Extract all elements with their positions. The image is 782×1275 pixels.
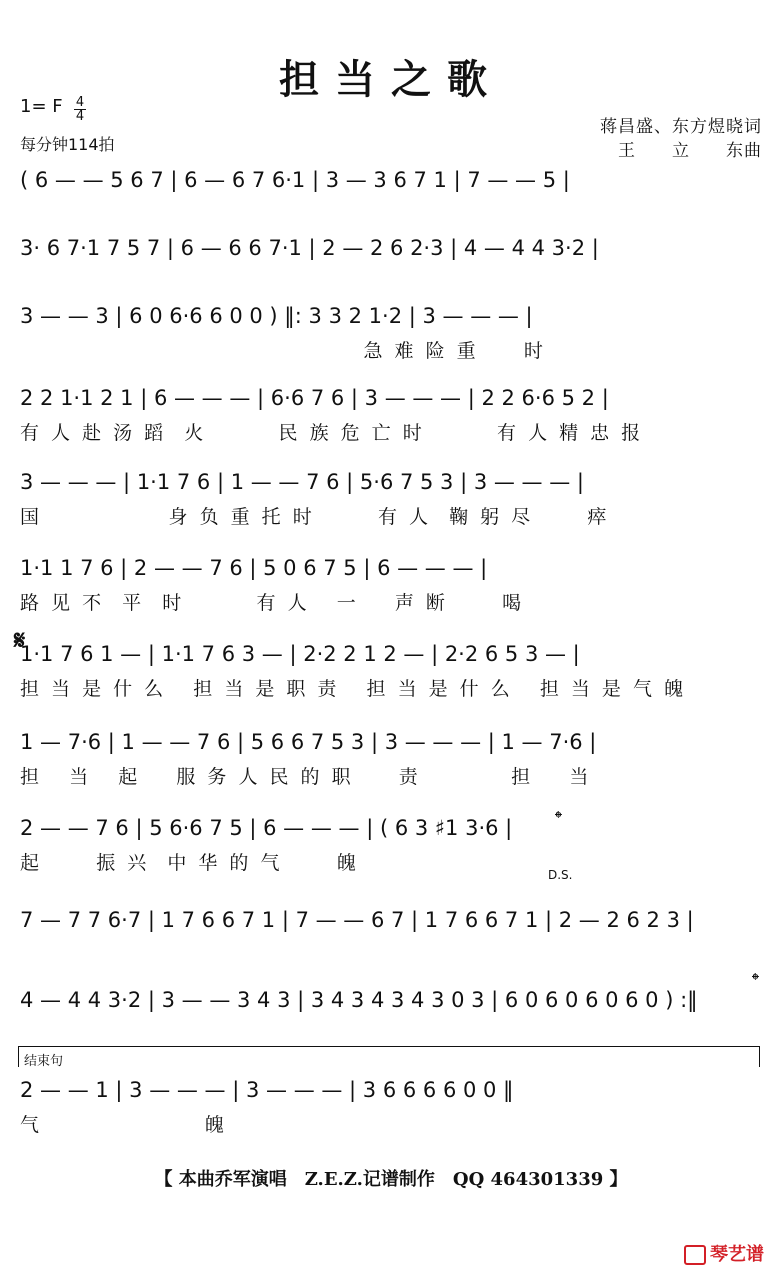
lyric-line — [20, 200, 762, 224]
lyric-line — [20, 1020, 762, 1044]
watermark-logo — [684, 1240, 764, 1266]
notation-line: 1 — 7·6 | 1 — — 7 6 | 5 6 6 7 5 3 | 3 — — — | 1 — 7·6 | — [20, 730, 597, 754]
lyric-line: 国 身 负 重 托 时 有 人 鞠 躬 尽 瘁 — [20, 506, 610, 528]
notation-line: 1·1 7 6 1 — | 1·1 7 6 3 — | 2·2 2 1 2 — | 2·2 6 5 3 — | — [20, 642, 580, 666]
time-sig-bottom: 4 — [75, 109, 85, 124]
staff-system — [20, 900, 762, 964]
staff-system — [20, 548, 762, 612]
logo-icon — [684, 1245, 706, 1265]
notation-line: 4 — 4 4 3·2 | 3 — — 3 4 3 | 3 4 3 4 3 4 3 0 3 | 6 0 6 0 6 0 6 0 ) :‖ — [20, 988, 698, 1012]
staff-system — [20, 296, 762, 360]
ending-label: 结束句 — [24, 1054, 64, 1069]
staff-system — [20, 808, 762, 872]
notation-line: 3· 6 7·1 7 5 7 | 6 — 6 6 7·1 | 2 — 2 6 2·3 | 4 — 4 4 3·2 | — [20, 236, 599, 260]
lyric-line: 急 难 险 重 时 — [20, 340, 546, 362]
lyricist-credit: 蒋昌盛、东方煜晓词 — [600, 117, 762, 137]
notation-line: 2 2 1·1 2 1 | 6 — — — | 6·6 7 6 | 3 — — — | 2 2 6·6 5 2 | — [20, 386, 609, 410]
notation-line: 2 — — 7 6 | 5 6·6 7 5 | 6 — — — | ( 6 3 ♯1 3·6 | — [20, 816, 513, 840]
notation-line: 3 — — — | 1·1 7 6 | 1 — — 7 6 | 5·6 7 5 3 | 3 — — — | — [20, 470, 584, 494]
staff-system — [20, 160, 762, 224]
footer-credit: 【 本曲乔军演唱 Z.E.Z.记谱制作 QQ 464301339 】 — [154, 1169, 628, 1190]
key-signature: 1= F — [20, 96, 63, 117]
lyric-line — [20, 268, 762, 292]
watermark-text: 琴艺谱 — [710, 1244, 764, 1265]
notation-line: 3 — — 3 | 6 0 6·6 6 0 0 ) ‖: 3 3 2 1·2 | 3 — — — | — [20, 304, 533, 328]
lyric-line: 担 当 起 服 务 人 民 的 职 责 担 当 — [20, 766, 592, 788]
staff-system — [20, 378, 762, 442]
notation-line: 2 — — 1 | 3 — — — | 3 — — — | 3 6 6 6 6 0 0 ‖ — [20, 1078, 514, 1102]
staff-system — [20, 634, 762, 698]
lyric-line: 路 见 不 平 时 有 人 一 声 断 喝 — [20, 592, 525, 614]
staff-system — [20, 1070, 762, 1134]
segno-icon: 𝄋 — [14, 626, 26, 656]
lyric-line — [20, 940, 762, 964]
staff-system — [20, 722, 762, 786]
staff-system — [20, 462, 762, 526]
staff-system — [20, 228, 762, 292]
time-signature — [74, 96, 86, 123]
notation-line: 1·1 1 7 6 | 2 — — 7 6 | 5 0 6 7 5 | 6 — — — | — [20, 556, 488, 580]
song-title: 担当之歌 — [279, 56, 503, 103]
ending-bracket — [18, 1046, 760, 1067]
ds-marking: D.S. — [548, 868, 573, 882]
lyric-line: 担 当 是 什 么 担 当 是 职 责 担 当 是 什 么 担 当 是 气 魄 — [20, 678, 686, 700]
composer-credit: 王 立 东曲 — [618, 141, 762, 161]
staff-system — [20, 980, 762, 1044]
coda-icon: 𝄌 — [555, 806, 562, 830]
lyric-line: 有 人 赴 汤 蹈 火 民 族 危 亡 时 有 人 精 忠 报 — [20, 422, 644, 444]
lyric-line: 起 振 兴 中 华 的 气 魄 — [20, 852, 359, 874]
coda-end-icon: 𝄌 — [752, 968, 759, 992]
tempo-marking: 每分钟114拍 — [20, 135, 115, 154]
notation-line: ( 6 — — 5 6 7 | 6 — 6 7 6·1 | 3 — 3 6 7 1 | 7 — — 5 | — [20, 168, 570, 192]
lyric-line: 气 魄 — [20, 1114, 227, 1136]
notation-line: 7 — 7 7 6·7 | 1 7 6 6 7 1 | 7 — — 6 7 | 1 7 6 6 7 1 | 2 — 2 6 2 3 | — [20, 908, 694, 932]
time-sig-top: 4 — [75, 95, 85, 110]
